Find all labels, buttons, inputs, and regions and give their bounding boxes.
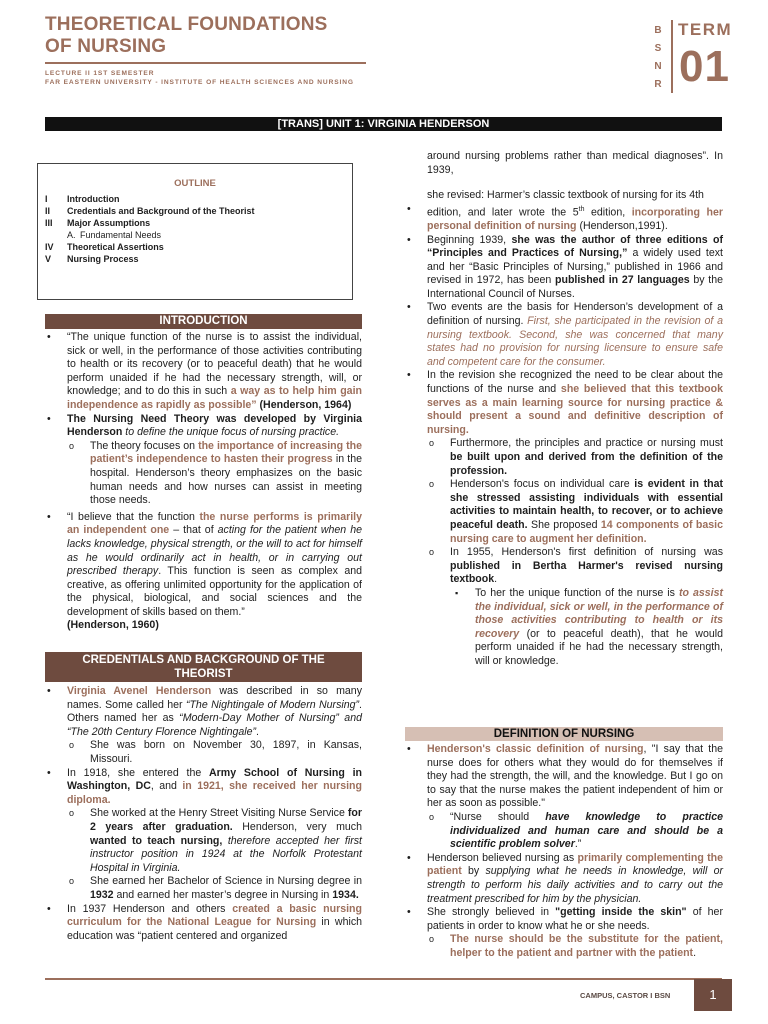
list-item: • In the revision she recognized the need to be clear about the functions of the nurse and she believed that this textbook serves as a main learning source for nursing practice & should present a sound and definitive description of nursing. <box>405 369 723 437</box>
sub-list-item: o In 1955, Henderson's first definition of nursing was published in Bertha Harmer's revised nursing textbook. <box>405 546 723 587</box>
program-letter: B <box>654 25 662 36</box>
right-column <box>405 150 723 669</box>
term-number: 01 <box>679 42 730 91</box>
sub-list-item: o Furthermore, the principles and practice or nursing must be built upon and derived from the definition of the profession. <box>405 437 723 478</box>
sub-list-item: o She worked at the Henry Street Visiting Nurse Service for 2 years after graduation. Henderson, very much wanted to teach nursing, therefore accepted her first instructor position in 1924 at the Norfolk Protestant Hospital in Virginia. <box>45 807 362 875</box>
list-item: • Two events are the basis for Henderson’s development of a definition of nursing. First, she participated in the revision of a nursing textbook. Second, she was concerned that many states had no provision for nursing licensure to ensure safe and competent care for the consumer. <box>405 301 723 369</box>
list-item: • Virginia Avenel Henderson was described in so many names. Some called her “The Nightingale of Modern Nursing”. Others named her as “Modern-Day Mother of Nursing” and “The 20th Century Florence Nightingale”. <box>45 685 362 739</box>
header-subtitle <box>45 69 354 87</box>
lecture-label: LECTURE II 1ST SEMESTER <box>45 70 155 77</box>
right-list <box>405 203 723 669</box>
header-rule <box>45 62 366 64</box>
sub-sub-list-item: ▪ To her the unique function of the nurse is to assist the individual, sick or well, in the performance of those activities contributing to health or its recovery (or to peaceful death), that he would perform unaided if he had the necessary strength, will or knowledge. <box>405 587 723 669</box>
left-column-credentials <box>45 652 362 943</box>
sub-list-item: o “Nurse should have knowledge to practice individualized and human care and should be a scientific problem solver.” <box>405 811 723 852</box>
footer-campus-label: CAMPUS, CASTOR I BSN <box>580 991 671 1000</box>
introduction-list <box>45 331 362 633</box>
outline-title: OUTLINE <box>174 178 216 189</box>
continued-text: she revised: Harmer’s classic textbook of nursing for its 4th <box>427 189 704 202</box>
outline-box <box>37 163 353 300</box>
footer-rule <box>45 978 722 980</box>
list-item: • Henderson believed nursing as primarily complementing the patient by supplying what he needs in knowledge, will or strength to perform his daily activities and to carry out the treatment prescribed for him by the physician. <box>405 852 723 906</box>
sub-list-item: o She was born on November 30, 1897, in Kansas, Missouri. <box>45 739 362 766</box>
header-divider <box>671 20 673 93</box>
list-item: • edition, and later wrote the 5th edition, incorporating her personal definition of nursing (Henderson,1991). <box>405 203 723 234</box>
list-item: • In 1918, she entered the Army School of Nursing in Washington, DC, and in 1921, she received her nursing diploma. <box>45 767 362 808</box>
program-letter: R <box>654 79 662 90</box>
credentials-list <box>45 685 362 943</box>
outline-subitem: A. Fundamental Needs <box>67 230 162 240</box>
outline-item: II Credentials and Background of the Theorist <box>45 206 255 216</box>
list-item: • The Nursing Need Theory was developed by Virginia Henderson to define the unique focus of nursing practice. <box>45 413 362 440</box>
definition-list <box>405 743 723 961</box>
list-item: • “The unique function of the nurse is to assist the individual, sick or well, in the performance of those activities contributing to health or its recovery (or to peaceful death) that he would perform unaided if he had the necessary strength, will, or knowledge; and to do this in such a way as to help him gain independence as rapidly as possible” (Henderson, 1964) <box>45 331 362 413</box>
page-number: 1 <box>694 979 732 1011</box>
list-item: • She strongly believed in "getting inside the skin" of her patients in order to know what he or she needs. <box>405 906 723 933</box>
section-header-definition: DEFINITION OF NURSING <box>405 727 723 741</box>
section-header-introduction: INTRODUCTION <box>45 314 362 329</box>
term-label: TERM <box>678 20 733 39</box>
program-letter: N <box>654 61 662 72</box>
program-vertical-label <box>652 22 664 94</box>
transcript-title-bar: [TRANS] UNIT 1: VIRGINIA HENDERSON <box>45 117 722 131</box>
title-line-1: THEORETICAL FOUNDATIONS <box>45 14 328 35</box>
list-item: • Henderson's classic definition of nursing, "I say that the nurse does for others what they would do for themselves if they had the strength, the will, and the knowledge. But I go on to say that the nurse makes the patient independent of him or her as soon as possible." <box>405 743 723 811</box>
university-label: FAR EASTERN UNIVERSITY - INSTITUTE OF HEALTH SCIENCES AND NURSING <box>45 79 354 86</box>
outline-item: III Major Assumptions <box>45 218 151 228</box>
outline-item: V Nursing Process <box>45 254 139 264</box>
sub-list-item: o The nurse should be the substitute for the patient, helper to the patient and partner with the patient. <box>405 933 723 960</box>
list-item: • In 1937 Henderson and others created a basic nursing curriculum for the National League for Nursing in which education was “patient centered and organized <box>45 903 362 944</box>
right-column-definition <box>405 727 723 961</box>
title-line-2: OF NURSING <box>45 36 167 57</box>
sub-list-item: o The theory focuses on the importance of increasing the patient’s independence to hasten their progress in the hospital. Henderson’s theory emphasizes on the basic human needs and how nurses can assist in meeting those needs. <box>45 440 362 508</box>
section-header-credentials: CREDENTIALS AND BACKGROUND OF THE THEORIST <box>45 652 362 682</box>
continued-text: around nursing problems rather than medical diagnoses”. In 1939, <box>427 150 723 176</box>
document-title <box>45 14 365 58</box>
list-item: • “I believe that the function the nurse performs is primarily an independent one – that of acting for the patient when he lacks knowledge, physical strength, or the will to act for himself as he would ordinarily act in health, or in carrying out prescribed therapy. This function is seen as complex and creative, as offering unlimited opportunity for the application of the physical, biological, and social sciences and the development of skills based on them.” (Henderson, 1960) <box>45 511 362 633</box>
left-column <box>45 314 362 633</box>
program-letter: S <box>654 43 662 54</box>
sub-list-item: o She earned her Bachelor of Science in Nursing degree in 1932 and earned her master’s degree in Nursing in 1934. <box>45 875 362 902</box>
list-item: • Beginning 1939, she was the author of three editions of “Principles and Practices of Nursing,” a widely used text and her “Basic Principles of Nursing,” published in 1966 and revised in 1972, has been published in 27 languages by the International Council of Nurses. <box>405 234 723 302</box>
sub-list-item: o Henderson's focus on individual care is evident in that she stressed assisting individuals with essential activities to maintain health, to recover, or to achieve peaceful death. She proposed 14 components of basic nursing care to augment her definition. <box>405 478 723 546</box>
outline-item: I Introduction <box>45 194 120 204</box>
outline-item: IV Theoretical Assertions <box>45 242 164 252</box>
